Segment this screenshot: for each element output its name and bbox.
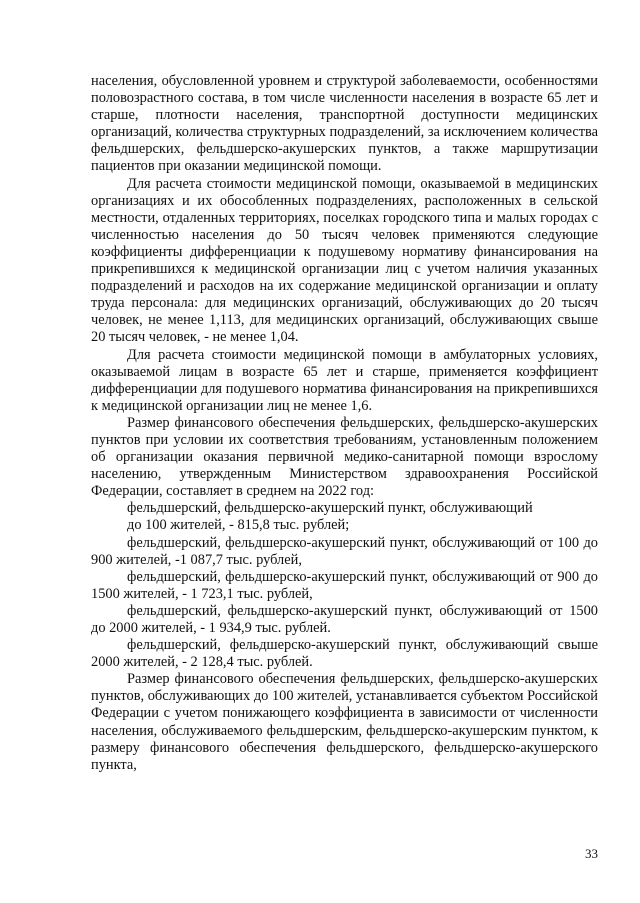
paragraph-rural-coefficients: Для расчета стоимости медицинской помощи, оказываемой в медицинских организациях и их обособленных подразделениях, расположенных в сельской местности, отдаленных территориях, поселках городского типа и малых городах с численностью населения до 50 тысяч человек применяются следующие коэффициенты дифференциации к подушевому нормативу финансирования на прикрепившихся к медицинской организации лиц с учетом наличия указанных подразделений и расходов на их содержание медицинской организации и оплату труда персонала: для медицинских организаций, обслуживающих до 20 тысяч человек, не менее 1,113, для медицинских организаций, обслуживающих свыше 20 тысяч человек, - не менее 1,04. — [91, 175, 598, 346]
paragraph-population-factors: населения, обусловленной уровнем и структурой заболеваемости, особенностями половозрастного состава, в том числе численности населения в возрасте 65 лет и старше, плотности населения, транспортной доступности медицинских организаций, количества структурных подразделений, за исключением количества фельдшерских, фельдшерско-акушерских пунктов, а также маршрутизации пациентов при оказании медицинской помощи. — [91, 73, 598, 175]
document-body — [91, 73, 598, 774]
list-item-fap-1500-2000: фельдшерский, фельдшерско-акушерский пункт, обслуживающий от 1500 до 2000 жителей, - 1 934,9 тыс. рублей. — [91, 602, 598, 636]
paragraph-fap-funding-intro: Размер финансового обеспечения фельдшерских, фельдшерско-акушерских пунктов при условии их соответствия требованиям, установленным положением об организации оказания первичной медико-санитарной помощи взрослому населению, утвержденным Министерством здравоохранения Российской Федерации, составляет в среднем на 2022 год: — [91, 414, 598, 500]
list-item-fap-100-900: фельдшерский, фельдшерско-акушерский пункт, обслуживающий от 100 до 900 жителей, -1 087,7 тыс. рублей, — [91, 534, 598, 568]
list-item-fap-up-to-100-line1: фельдшерский, фельдшерско-акушерский пункт, обслуживающий — [127, 500, 533, 517]
paragraph-fap-small-funding: Размер финансового обеспечения фельдшерских, фельдшерско-акушерских пунктов, обслуживающих до 100 жителей, устанавливается субъектом Российской Федерации с учетом понижающего коэффициента в зависимости от численности населения, обслуживаемого фельдшерским, фельдшерско-акушерским пунктом, к размеру финансового обеспечения фельдшерского, фельдшерско-акушерского пункта, — [91, 671, 598, 773]
paragraph-elderly-coefficient: Для расчета стоимости медицинской помощи в амбулаторных условиях, оказываемой лицам в возрасте 65 лет и старше, применяется коэффициент дифференциации для подушевого норматива финансирования на прикрепившихся к медицинской организации лиц не менее 1,6. — [91, 346, 598, 414]
list-item-fap-over-2000: фельдшерский, фельдшерско-акушерский пункт, обслуживающий свыше 2000 жителей, - 2 128,4 тыс. рублей. — [91, 637, 598, 671]
list-item-fap-900-1500: фельдшерский, фельдшерско-акушерский пункт, обслуживающий от 900 до 1500 жителей, - 1 723,1 тыс. рублей, — [91, 568, 598, 602]
list-item-fap-up-to-100-line2: до 100 жителей, - 815,8 тыс. рублей; — [127, 517, 350, 534]
page-number: 33 — [585, 846, 598, 861]
